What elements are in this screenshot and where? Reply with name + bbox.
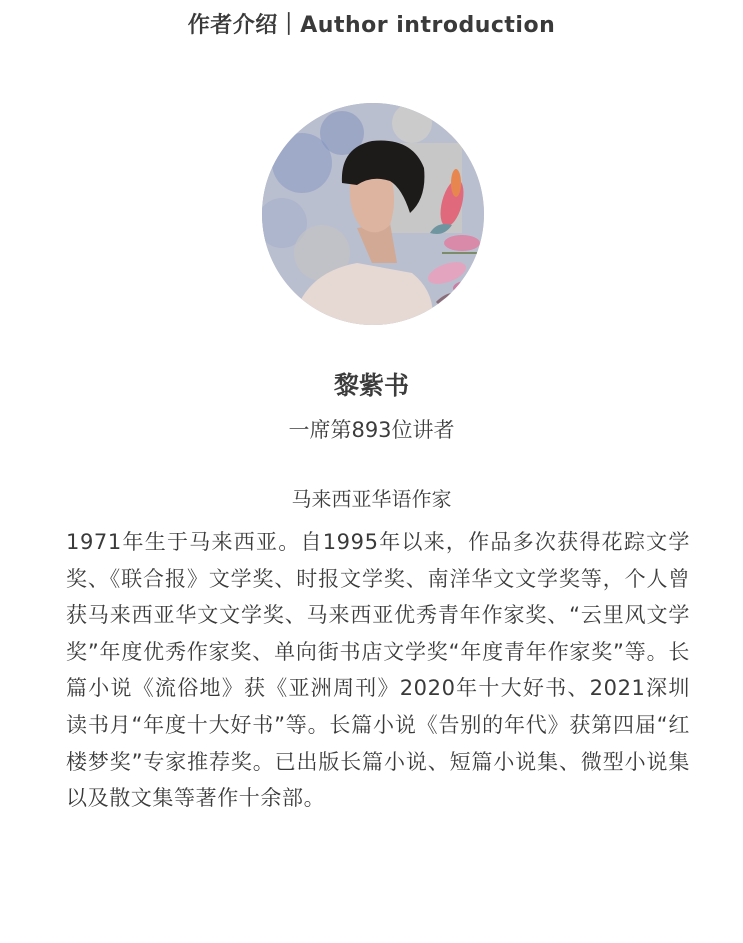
author-role: 马来西亚华语作家 <box>291 487 452 511</box>
author-name: 黎紫书 <box>333 371 409 400</box>
author-bio: 1971年生于马来西亚。自1995年以来，作品多次获得花踪文学奖、《联合报》文学奖、时报文学奖、南洋华文文学奖等，个人曾获马来西亚华文文学奖、马来西亚优秀青年作家奖、“云里风文学奖”年度优秀作家奖、单向街书店文学奖“年度青年作家奖”等。长篇小说《流俗地》获《亚洲周刊》2020年十大好书、2021深圳读书月“年度十大好书”等。长篇小说《告别的年代》获第四届“红楼梦奖”专家推荐奖。已出版长篇小说、短篇小说集、微型小说集以及散文集等著作十余部。 <box>66 530 690 811</box>
author-avatar <box>262 103 484 325</box>
author-speaker-rank: 一席第893位讲者 <box>288 418 455 442</box>
section-title: 作者介绍｜Author introduction <box>187 13 556 38</box>
